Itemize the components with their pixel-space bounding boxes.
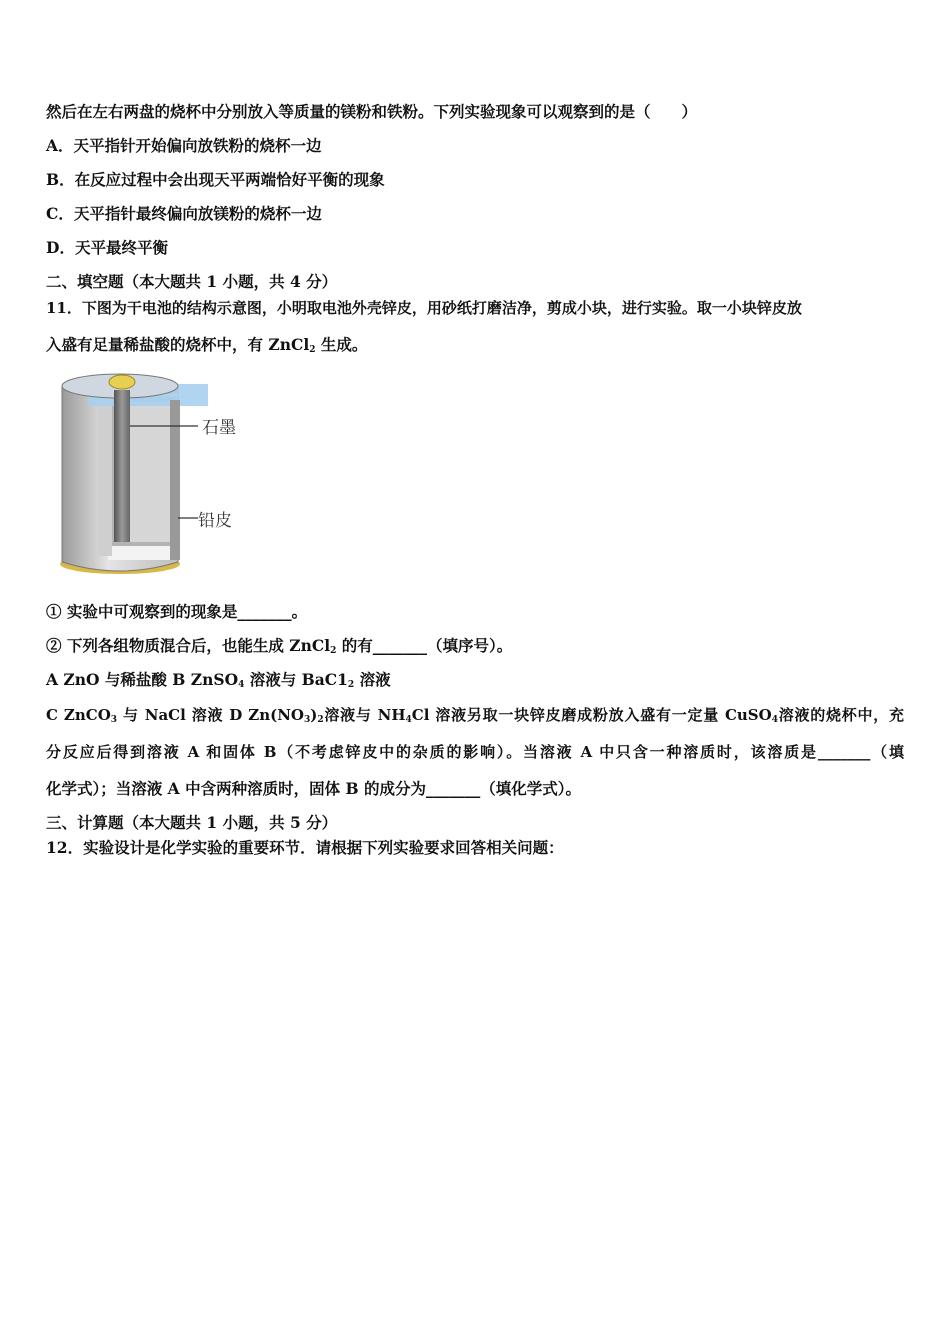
answer-blank-1[interactable]: _______: [237, 602, 292, 621]
q11-options-ab: A ZnO 与稀盐酸 B ZnSO$_4$ 溶液与 $BaC1_2$ 溶液: [46, 670, 391, 690]
q10-option-d: D．天平最终平衡: [46, 238, 168, 257]
q11-options-cd: C ZnCO$_3$ 与 NaCl 溶液 D $Zn(NO_3)_2$溶液与 $NH_4Cl$ 溶液另取一块锌皮磨成粉放入盛有一定量 CuSO$_4$溶液的烧杯中，充: [46, 706, 904, 725]
q10-stem: 然后在左右两盘的烧杯中分别放入等质量的镁粉和铁粉。下列实验现象可以观察到的是（ ）: [46, 102, 698, 121]
q10-option-c: C．天平指针最终偏向放镁粉的烧杯一边: [46, 204, 322, 223]
answer-blank-3[interactable]: _______: [817, 743, 871, 761]
q10-option-b: B．在反应过程中会出现天平两端恰好平衡的现象: [46, 170, 385, 189]
section-3-heading: 三、计算题（本大题共 1 小题，共 5 分）: [46, 813, 338, 832]
section-2-heading: 二、填空题（本大题共 1 小题，共 4 分）: [46, 272, 338, 291]
q11-sub-2: ② 下列各组物质混合后，也能生成 ZnCl$_2$ 的有_______（填序号）。: [46, 636, 513, 656]
q11-line-formula: 化学式）；当溶液 A 中含两种溶质时，固体 B 的成分为_______（填化学式）。: [46, 779, 581, 798]
answer-blank-2[interactable]: _______: [372, 636, 428, 655]
q12-text: 12．实验设计是化学实验的重要环节．请根据下列实验要求回答相关问题：: [46, 838, 564, 857]
label-graphite: 石墨: [202, 418, 236, 438]
answer-blank-4[interactable]: _______: [425, 779, 481, 798]
q11-line-2: 入盛有足量稀盐酸的烧杯中，有 ZnCl$_2$ 生成。: [46, 335, 368, 355]
q10-option-a: A．天平指针开始偏向放铁粉的烧杯一边: [46, 136, 322, 155]
dry-cell-figure: [58, 366, 248, 581]
q11-sub-1: ① 实验中可观察到的现象是_______。: [46, 602, 308, 621]
label-shell: 铅皮: [198, 511, 232, 531]
dry-cell-diagram: [58, 366, 248, 581]
q11-line-1: 11．下图为干电池的结构示意图，小明取电池外壳锌皮，用砂纸打磨洁净，剪成小块，进行实验。取一小块锌皮放: [46, 299, 802, 317]
q11-line-solution: 分反应后得到溶液 A 和固体 B（不考虑锌皮中的杂质的影响）。当溶液 A 中只含一种溶质时，该溶质是_______（填: [46, 743, 904, 761]
